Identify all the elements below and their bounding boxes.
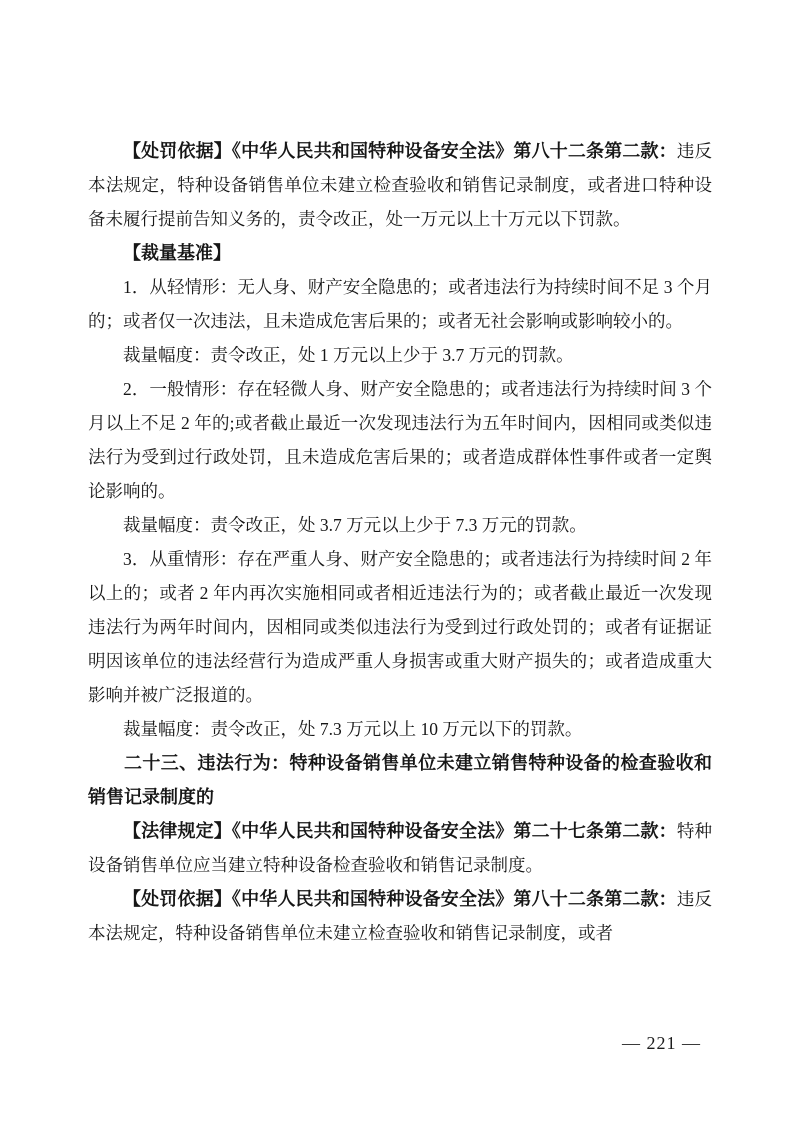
para-text: 裁量幅度：责令改正，处 3.7 万元以上少于 7.3 万元的罚款。 <box>123 515 587 535</box>
para-discretion-benchmark-label <box>88 236 712 270</box>
para-legal-provision-art27 <box>88 814 712 882</box>
para-text: 3．从重情形：存在严重人身、财产安全隐患的；或者违法行为持续时间 2 年以上的；或者 2 年内再次实施相同或者相近违法行为的；或者截止最近一次发现违法行为两年时间内，因相同或类似违法行为受到过行政处罚的；或者有证据证明因该单位的违法经营行为造成严重人身损害或重大财产损失的；或者造成重大影响并被广泛报道的。 <box>88 549 712 705</box>
para-severe-range <box>88 712 712 746</box>
para-text: 违反本法规定，特种设备销售单位未建立检查验收和销售记录制度，或者 <box>88 889 712 943</box>
para-heading-item-23 <box>88 746 712 814</box>
para-text: 2．一般情形：存在轻微人身、财产安全隐患的；或者违法行为持续时间 3 个月以上不足 2 年的;或者截止最近一次发现违法行为五年时间内，因相同或类似违法行为受到过行政处罚，且未造成危害后果的；或者造成群体性事件或者一定舆论影响的。 <box>88 379 712 501</box>
para-lead: 【处罚依据】《中华人民共和国特种设备安全法》第八十二条第二款： <box>123 141 677 161</box>
para-penalty-basis-art82 <box>88 134 712 236</box>
heading-text: 二十三、违法行为：特种设备销售单位未建立销售特种设备的检查验收和销售记录制度的 <box>88 753 712 807</box>
para-penalty-basis-art82-repeat <box>88 882 712 950</box>
para-lead: 【处罚依据】《中华人民共和国特种设备安全法》第八十二条第二款： <box>123 889 677 909</box>
para-lenient-range <box>88 338 712 372</box>
para-text: 违反本法规定，特种设备销售单位未建立检查验收和销售记录制度，或者进口特种设备未履行提前告知义务的，责令改正，处一万元以上十万元以下罚款。 <box>88 141 712 229</box>
para-lenient-circumstance <box>88 270 712 338</box>
para-text: 裁量幅度：责令改正，处 1 万元以上少于 3.7 万元的罚款。 <box>123 345 574 365</box>
para-text: 特种设备销售单位应当建立特种设备检查验收和销售记录制度。 <box>88 821 712 875</box>
para-lead: 【法律规定】《中华人民共和国特种设备安全法》第二十七条第二款： <box>123 821 677 841</box>
para-lead: 【裁量基准】 <box>123 243 231 263</box>
para-general-range <box>88 508 712 542</box>
document-body <box>88 134 712 950</box>
page-number: — 221 — <box>622 1033 701 1053</box>
para-severe-circumstance <box>88 542 712 712</box>
para-text: 1．从轻情形：无人身、财产安全隐患的；或者违法行为持续时间不足 3 个月的；或者仅一次违法，且未造成危害后果的；或者无社会影响或影响较小的。 <box>88 277 712 331</box>
para-general-circumstance <box>88 372 712 508</box>
para-text: 裁量幅度：责令改正，处 7.3 万元以上 10 万元以下的罚款。 <box>123 719 583 739</box>
